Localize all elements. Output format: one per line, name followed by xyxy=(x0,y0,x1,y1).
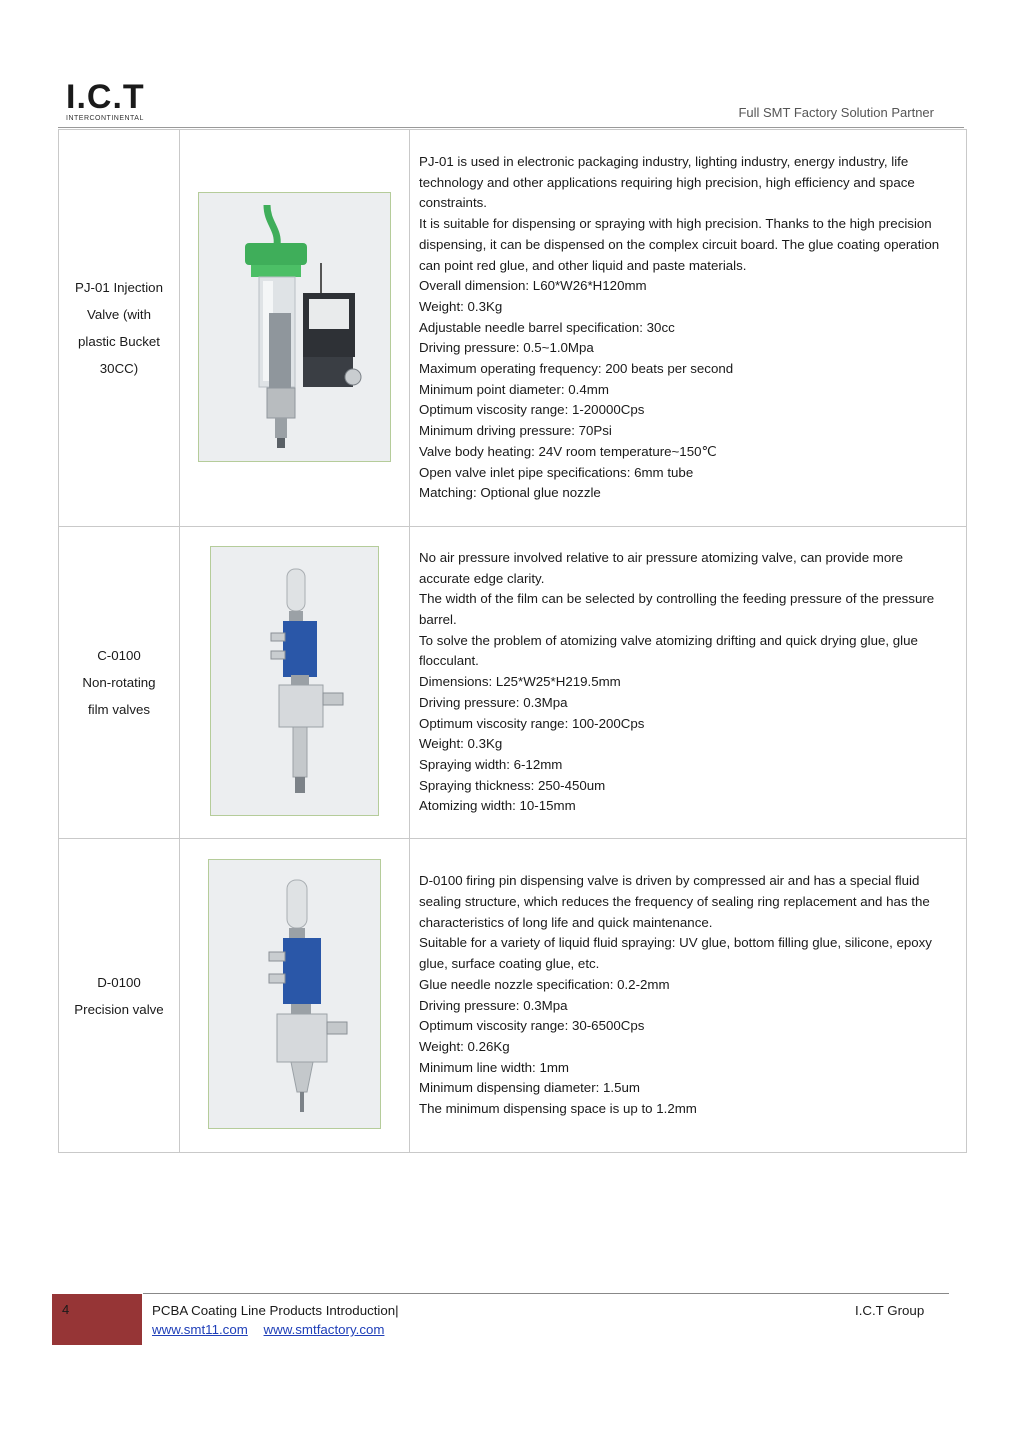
page-header xyxy=(0,0,1024,135)
description-line: Spraying thickness: 250-450um xyxy=(419,777,606,793)
description-line: PJ-01 is used in electronic packaging industry, lighting industry, energy industry, life technology and other applications requiring high precision, high efficiency and space constraints. xyxy=(419,154,915,211)
description-line: No air pressure involved relative to air pressure atomizing valve, can provide more accurate edge clarity. xyxy=(419,549,904,586)
description-line: Optimum viscosity range: 1-20000Cps xyxy=(419,402,645,418)
description-line: Overall dimension: L60*W26*H120mm xyxy=(419,278,647,294)
product-image-cell xyxy=(180,839,410,1153)
description-line: Minimum point diameter: 0.4mm xyxy=(419,381,609,397)
film-valve-photo xyxy=(210,546,379,816)
description-line: Weight: 0.3Kg xyxy=(419,736,503,752)
product-name-line: D-0100 xyxy=(97,974,141,990)
description-line: Dimensions: L25*W25*H219.5mm xyxy=(419,674,621,690)
description-line: Atomizing width: 10-15mm xyxy=(419,798,576,814)
description-line: To solve the problem of atomizing valve atomizing drifting and quick drying glue, glue flocculant. xyxy=(419,632,918,669)
table-row xyxy=(59,130,967,527)
description-line: Minimum driving pressure: 70Psi xyxy=(419,423,612,439)
description-line: Minimum line width: 1mm xyxy=(419,1059,569,1075)
description-line: Maximum operating frequency: 200 beats per second xyxy=(419,361,734,377)
product-name-cell xyxy=(59,527,180,839)
description-line: Minimum dispensing diameter: 1.5um xyxy=(419,1080,640,1096)
product-name-line: Precision valve xyxy=(74,1001,164,1017)
ict-logo xyxy=(66,78,166,124)
description-line: Driving pressure: 0.3Mpa xyxy=(419,694,568,710)
product-name-line: PJ-01 Injection xyxy=(75,280,163,295)
description-line: Optimum viscosity range: 30-6500Cps xyxy=(419,1018,645,1034)
injection-valve-photo xyxy=(198,192,391,462)
logo-text: I.C.T xyxy=(66,78,145,116)
table-row xyxy=(59,839,967,1153)
description-line: Spraying width: 6-12mm xyxy=(419,756,563,772)
product-description-cell xyxy=(410,839,967,1153)
footer-title: PCBA Coating Line Products Introduction| xyxy=(152,1303,399,1318)
description-line: Suitable for a variety of liquid fluid spraying: UV glue, bottom filling glue, silicone, epoxy glue, surface coating glue, etc. xyxy=(419,935,932,972)
precision-valve-photo xyxy=(208,859,381,1129)
footer-company: I.C.T Group xyxy=(855,1303,925,1318)
description-line: Valve body heating: 24V room temperature~150℃ xyxy=(419,443,717,459)
product-description-cell xyxy=(410,130,967,527)
description-line: The minimum dispensing space is up to 1.2mm xyxy=(419,1101,697,1117)
description-line: Adjustable needle barrel specification: 30cc xyxy=(419,319,675,335)
product-name-line: 30CC) xyxy=(99,361,139,376)
product-image-cell xyxy=(180,527,410,839)
header-divider xyxy=(58,127,964,128)
description-line: It is suitable for dispensing or spraying with high precision. Thanks to the high precision dispensing, it can be dispensed on the complex circuit board. The glue coating operation can point red glue, and other liquid and paste materials. xyxy=(419,216,940,273)
product-name-cell xyxy=(59,839,180,1153)
description-line: Driving pressure: 0.5~1.0Mpa xyxy=(419,340,594,356)
footer-links xyxy=(152,1322,396,1337)
description-line: Weight: 0.3Kg xyxy=(419,298,503,314)
footer-link-smt11[interactable]: www.smt11.com xyxy=(152,1322,248,1337)
footer-link-smtfactory[interactable]: www.smtfactory.com xyxy=(263,1322,385,1337)
product-description-cell xyxy=(410,527,967,839)
product-table xyxy=(58,129,967,1153)
table-row xyxy=(59,527,967,839)
description-line: Weight: 0.26Kg xyxy=(419,1038,510,1054)
product-name-line: film valves xyxy=(87,702,151,717)
description-line: Glue needle nozzle specification: 0.2-2mm xyxy=(419,976,670,992)
product-name-line: plastic Bucket xyxy=(77,334,161,349)
product-name-line: Valve (with xyxy=(86,307,152,322)
description-line: D-0100 firing pin dispensing valve is driven by compressed air and has a special fluid sealing structure, which reduces the frequency of sealing ring replacement and has the characteristics of long life and quick maintenance. xyxy=(419,873,930,930)
page-number: 4 xyxy=(62,1302,70,1317)
product-name-cell xyxy=(59,130,180,527)
product-name-line: C-0100 xyxy=(97,648,141,663)
description-line: Driving pressure: 0.3Mpa xyxy=(419,997,568,1013)
logo-subtext: INTERCONTINENTAL xyxy=(66,115,144,122)
description-line: Matching: Optional glue nozzle xyxy=(419,485,601,501)
description-line: Open valve inlet pipe specifications: 6mm tube xyxy=(419,464,694,480)
page-number-badge xyxy=(52,1294,142,1345)
footer-divider xyxy=(143,1293,949,1294)
description-line: The width of the film can be selected by controlling the feeding pressure of the pressure barrel. xyxy=(419,591,935,628)
product-image-cell xyxy=(180,130,410,527)
header-tagline: Full SMT Factory Solution Partner xyxy=(738,105,934,120)
description-line: Optimum viscosity range: 100-200Cps xyxy=(419,715,645,731)
product-name-line: Non-rotating xyxy=(82,675,156,690)
